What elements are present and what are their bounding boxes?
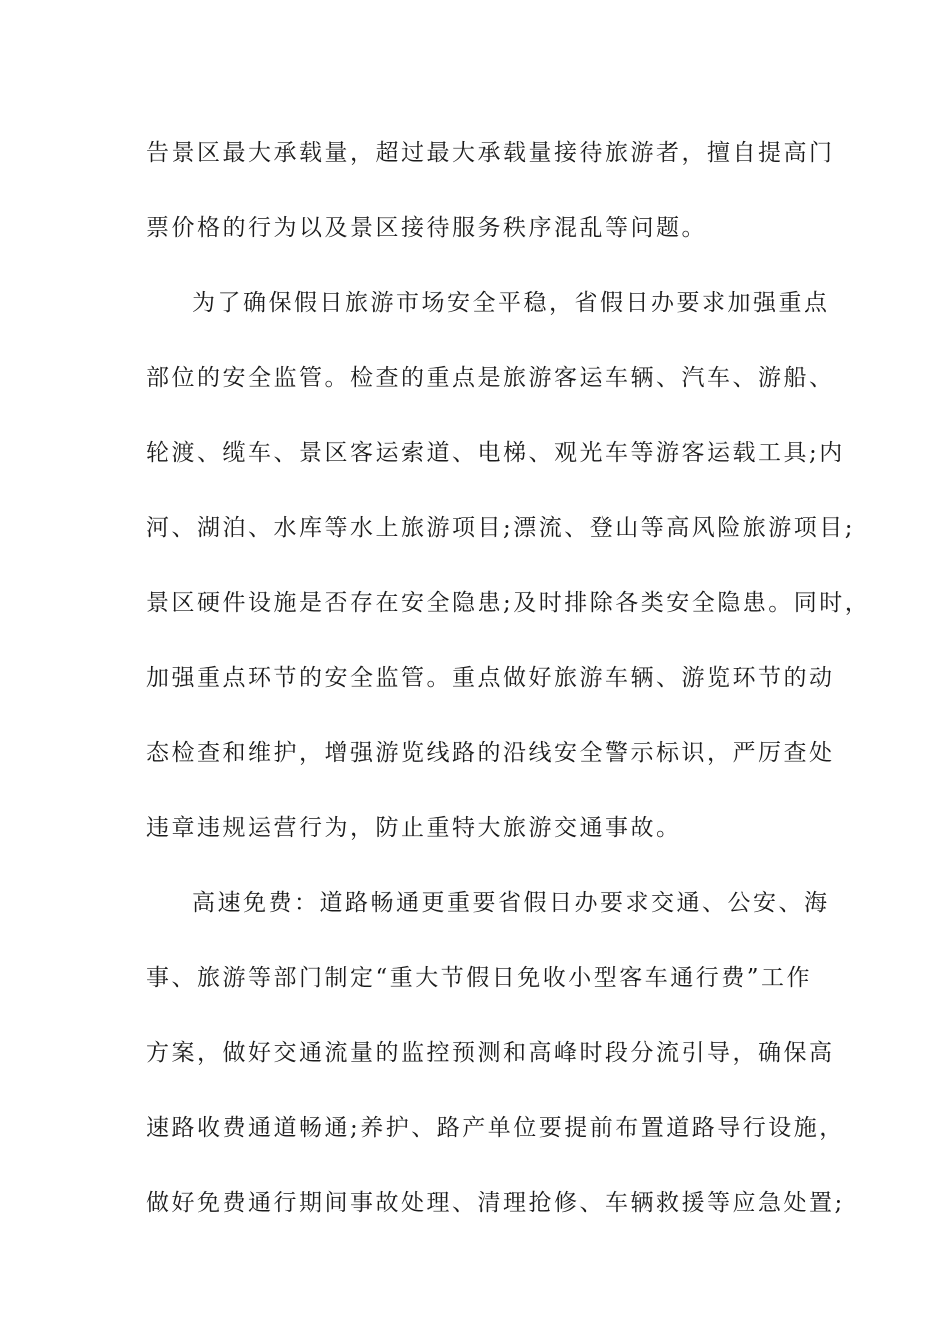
text-line: 河、湖泊、水库等水上旅游项目;漂流、登山等高风险旅游项目; — [146, 515, 855, 541]
text-line: 轮渡、缆车、景区客运索道、电梯、观光车等游客运载工具;内 — [146, 440, 845, 466]
text-line: 做好免费通行期间事故处理、清理抢修、车辆救援等应急处置; — [146, 1190, 845, 1216]
text-line: 部位的安全监管。检查的重点是旅游客运车辆、汽车、游船、 — [146, 365, 835, 391]
text-line: 景区硬件设施是否存在安全隐患;及时排除各类安全隐患。同时， — [146, 590, 871, 616]
paragraph-start-line: 高速免费：道路畅通更重要省假日办要求交通、公安、海 — [192, 890, 830, 916]
text-line: 违章违规运营行为，防止重特大旅游交通事故。 — [146, 815, 682, 841]
text-line: 态检查和维护，增强游览线路的沿线安全警示标识，严厉查处 — [146, 740, 835, 766]
text-line: 事、旅游等部门制定“重大节假日免收小型客车通行费”工作 — [146, 965, 813, 991]
text-line: 方案，做好交通流量的监控预测和高峰时段分流引导，确保高 — [146, 1040, 835, 1066]
text-line: 加强重点环节的安全监管。重点做好旅游车辆、游览环节的动 — [146, 665, 835, 691]
text-line: 票价格的行为以及景区接待服务秩序混乱等问题。 — [146, 215, 707, 241]
paragraph-start-line: 为了确保假日旅游市场安全平稳，省假日办要求加强重点 — [192, 290, 830, 316]
text-line: 告景区最大承载量，超过最大承载量接待旅游者，擅自提高门 — [146, 140, 835, 166]
text-line: 速路收费通道畅通;养护、路产单位要提前布置道路导行设施， — [146, 1115, 845, 1141]
